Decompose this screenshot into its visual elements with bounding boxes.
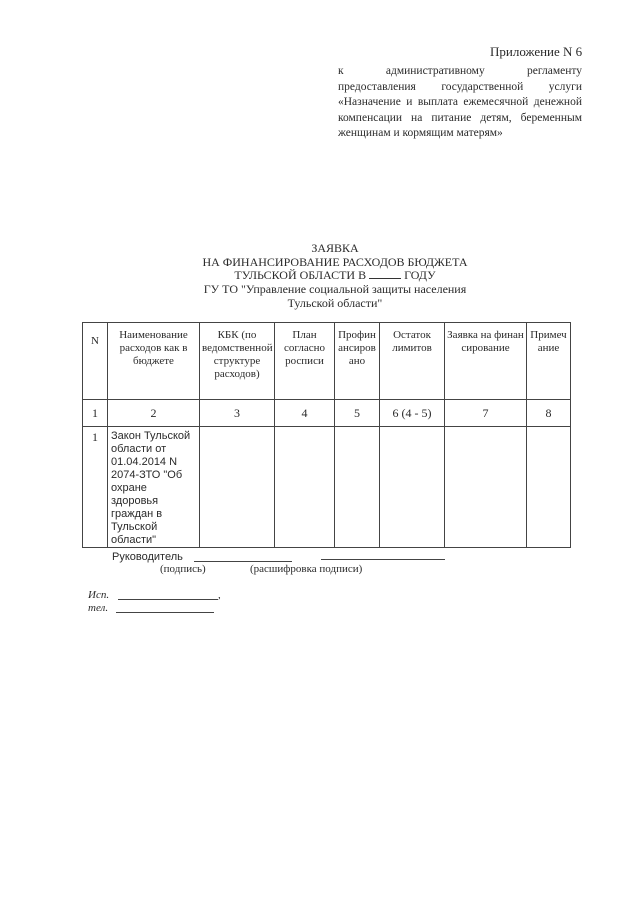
header-cell-name: Наименование расходов как в бюджете [108,323,200,400]
document-heading [160,242,510,283]
row-request-cell [445,427,527,548]
row-name-cell: Закон Тульской области от 01.04.2014 N 2074-ЗТО "Об охране здоровья граждан в Тульской области" [108,427,200,548]
header-cell-remainder: Остаток лимитов [380,323,445,400]
organization-line-2: Тульской области" [287,295,383,310]
signature-decoding-caption: (расшифровка подписи) [250,563,363,575]
executor-line [118,599,218,600]
column-number-row [83,400,571,427]
row-number-cell: 1 [83,427,108,548]
row-kbk-cell [200,427,275,548]
executor-label: Исп. [88,589,110,601]
table-row [83,427,571,548]
header-cell-number: N [83,323,108,400]
row-plan-cell [275,427,335,548]
funding-request-table [82,322,571,548]
heading-year-line [160,269,510,283]
phone-line [116,612,214,613]
column-number-1: 1 [83,400,108,427]
column-number-7: 7 [445,400,527,427]
appendix-text: к административному регламенту предоставления государственной услуги «Назначение и выплата ежемесячной денежной компенсации на питание детям, беременным женщинам и кормящим матерям» [338,65,582,139]
header-cell-plan: План согласно росписи [275,323,335,400]
heading-year-suffix: ГОДУ [404,268,436,282]
row-financed-cell [335,427,380,548]
column-number-6: 6 (4 - 5) [380,400,445,427]
phone-label: тел. [88,602,109,614]
signature-line [194,561,292,562]
head-label: Руководитель [112,551,183,563]
header-cell-note: Примечание [527,323,571,400]
appendix-title: Приложение N 6 [490,44,583,59]
column-number-5: 5 [335,400,380,427]
column-number-8: 8 [527,400,571,427]
header-cell-financed: Профинансировано [335,323,380,400]
column-number-3: 3 [200,400,275,427]
heading-title: ЗАЯВКА [311,241,359,255]
year-blank [369,269,401,279]
signature-decoding-line [321,559,445,560]
table-header-row [83,323,571,400]
heading-subtitle: НА ФИНАНСИРОВАНИЕ РАСХОДОВ БЮДЖЕТА [202,254,468,269]
signature-caption: (подпись) [160,563,206,575]
executor-comma: , [218,589,221,601]
row-remainder-cell [380,427,445,548]
header-cell-request: Заявка на финансирование [445,323,527,400]
organization-heading [160,283,510,310]
header-cell-kbk: КБК (по ведомственной структуре расходов) [200,323,275,400]
row-note-cell [527,427,571,548]
column-number-2: 2 [108,400,200,427]
column-number-4: 4 [275,400,335,427]
heading-year-prefix: ТУЛЬСКОЙ ОБЛАСТИ В [234,268,367,282]
organization-line-1: ГУ ТО "Управление социальной защиты населения [203,282,467,296]
